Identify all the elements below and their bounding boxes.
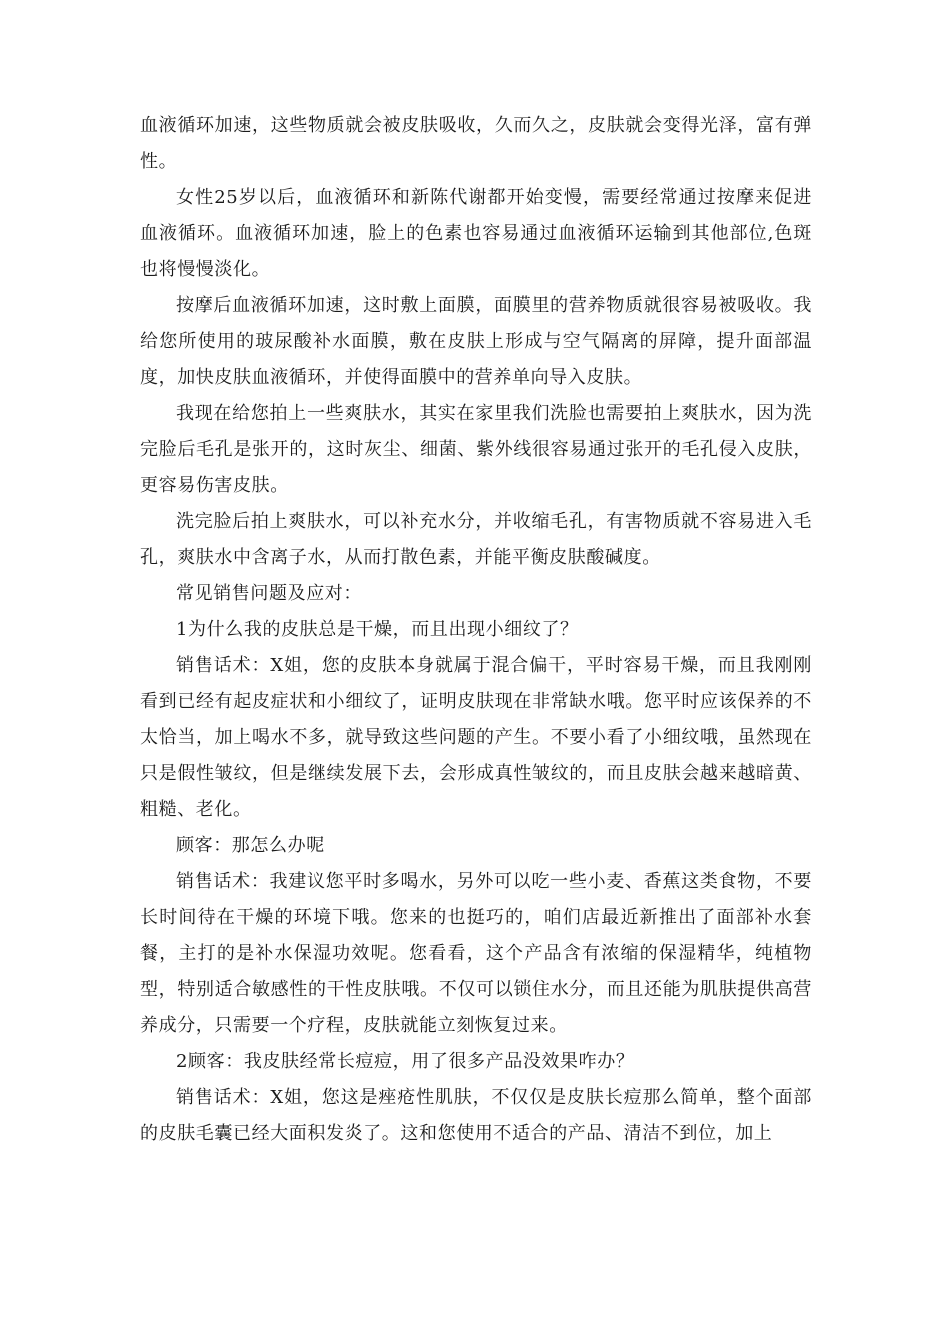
section-heading-faq: 常见销售问题及应对： [176,583,362,604]
sales-script-3: 销售话术：X姐，您这是痤疮性肌肤，不仅仅是皮肤长痘那么简单，整个面部的皮肤毛囊已经大面积发炎了。这和您使用不适合的产品、清洁不到位，加上 [140,1087,812,1144]
sales-script-1: 销售话术：X姐，您的皮肤本身就属于混合偏干，平时容易干燥，而且我刚刚看到已经有起皮症状和小细纹了，证明皮肤现在非常缺水哦。您平时应该保养的不太恰当，加上喝水不多，就导致这些问题的产生。不要小看了小细纹哦，虽然现在只是假性皱纹，但是继续发展下去，会形成真性皱纹的，而且皮肤会越来越暗黄、粗糙、老化。 [140,655,812,820]
paragraph-toner: 我现在给您拍上一些爽肤水，其实在家里我们洗脸也需要拍上爽肤水，因为洗完脸后毛孔是张开的，这时灰尘、细菌、紫外线很容易通过张开的毛孔侵入皮肤，更容易伤害皮肤。 [140,403,812,496]
paragraph-continuation: 血液循环加速，这些物质就会被皮肤吸收，久而久之，皮肤就会变得光泽，富有弹性。 [140,115,812,172]
paragraph-mask: 按摩后血液循环加速，这时敷上面膜，面膜里的营养物质就很容易被吸收。我给您所使用的玻尿酸补水面膜，敷在皮肤上形成与空气隔离的屏障，提升面部温度，加快皮肤血液循环，并使得面膜中的营养单向导入皮肤。 [140,295,812,388]
document-body [140,108,812,1152]
sales-script-2: 销售话术：我建议您平时多喝水，另外可以吃一些小麦、香蕉这类食物，不要长时间待在干燥的环境下哦。您来的也挺巧的，咱们店最近新推出了面部补水套餐，主打的是补水保湿功效呢。您看看，这个产品含有浓缩的保湿精华，纯植物型，特别适合敏感性的干性皮肤哦。不仅可以锁住水分，而且还能为肌肤提供高营养成分，只需要一个疗程，皮肤就能立刻恢复过来。 [140,871,812,1036]
question-1: 1为什么我的皮肤总是干燥，而且出现小细纹了？ [176,619,579,640]
question-2: 2顾客：我皮肤经常长痘痘，用了很多产品没效果咋办？ [176,1051,635,1072]
customer-reply-1: 顾客：那怎么办呢 [176,835,325,856]
paragraph-age-25: 女性25岁以后，血液循环和新陈代谢都开始变慢，需要经常通过按摩来促进血液循环。血液循环加速，脸上的色素也容易通过血液循环运输到其他部位,色斑也将慢慢淡化。 [140,187,812,280]
paragraph-toner-benefits: 洗完脸后拍上爽肤水，可以补充水分，并收缩毛孔，有害物质就不容易进入毛孔，爽肤水中含离子水，从而打散色素，并能平衡皮肤酸碱度。 [140,511,812,568]
